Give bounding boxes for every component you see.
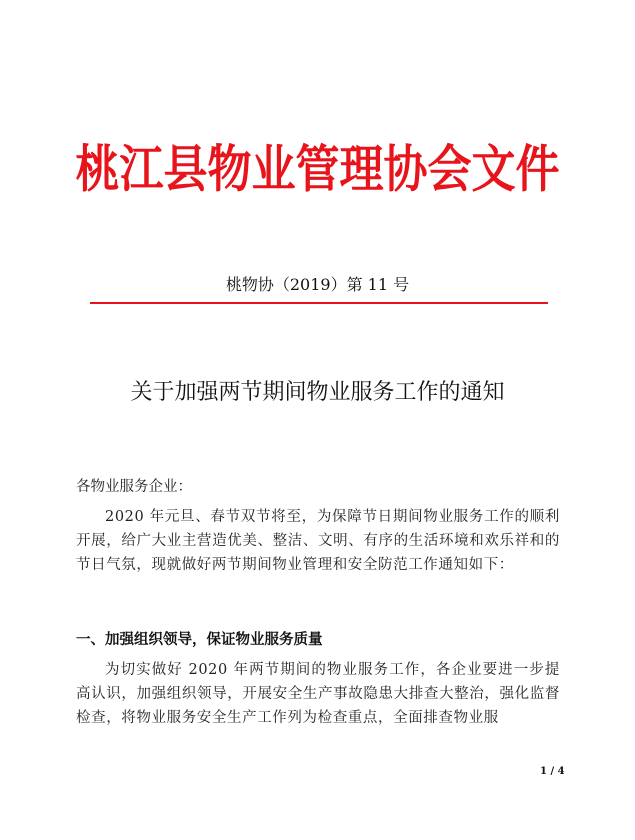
document-header-title: 桃江县物业管理协会文件	[75, 140, 560, 200]
document-number: 桃物协（2019）第 11 号	[225, 275, 410, 294]
section-1-paragraph: 为切实做好 2020 年两节期间的物业服务工作，各企业要进一步提高认识，加强组织领导，开展安全生产事故隐患大排查大整治，强化监督检查，将物业服务安全生产工作列为检查重点，全面排查物业服	[76, 662, 560, 726]
red-divider-line	[90, 302, 548, 304]
addressee: 各物业服务企业：	[76, 479, 192, 495]
section-heading-1: 一、加强组织领导，保证物业服务质量	[76, 632, 323, 648]
page-number: 1 / 4	[540, 766, 565, 777]
intro-paragraph: 2020 年元旦、春节双节将至，为保障节日期间物业服务工作的顺利开展，给广大业主营造优美、整洁、文明、有序的生活环境和欢乐祥和的节日气氛，现就做好两节期间物业管理和安全防范工作通知如下：	[76, 509, 560, 573]
document-title: 关于加强两节期间物业服务工作的通知	[130, 380, 505, 405]
